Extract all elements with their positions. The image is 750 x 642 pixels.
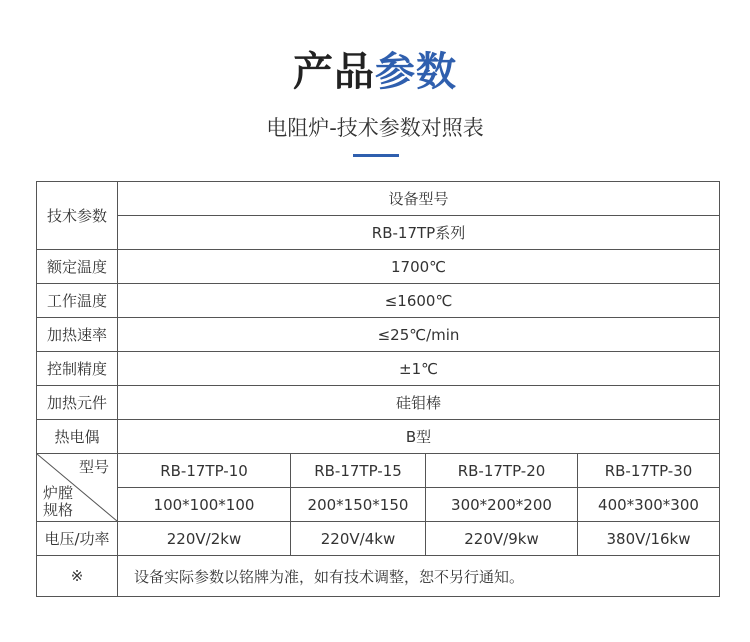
table-row — [37, 386, 720, 420]
model-cell: RB-17TP-10 — [118, 454, 291, 488]
table-row — [37, 454, 720, 488]
chamber-size-cell: 100*100*100 — [118, 488, 291, 522]
note-symbol: ※ — [37, 556, 118, 597]
diag-chamber-label: 炉膛规格 — [43, 484, 74, 519]
power-cell: 380V/16kw — [578, 522, 720, 556]
chamber-size-cell: 200*150*150 — [291, 488, 426, 522]
row-label: 工作温度 — [37, 284, 118, 318]
page-subtitle: 电阻炉-技术参数对照表 — [266, 116, 484, 140]
title-part-2: 参数 — [375, 49, 457, 95]
title-part-1: 产品 — [293, 49, 375, 95]
row-label: 加热速率 — [37, 318, 118, 352]
table-row — [37, 420, 720, 454]
row-value: ≤25℃/min — [118, 318, 720, 352]
table-row — [37, 216, 720, 250]
row-value: 1700℃ — [118, 250, 720, 284]
device-model-label: 设备型号 — [118, 182, 720, 216]
table-row — [37, 522, 720, 556]
row-label: 加热元件 — [37, 386, 118, 420]
row-value: 硅钼棒 — [118, 386, 720, 420]
table-row — [37, 488, 720, 522]
table-row — [37, 556, 720, 597]
title-accent-bar — [353, 154, 399, 157]
table-row — [37, 250, 720, 284]
power-cell: 220V/2kw — [118, 522, 291, 556]
row-label: 额定温度 — [37, 250, 118, 284]
row-value: ≤1600℃ — [118, 284, 720, 318]
chamber-size-cell: 400*300*300 — [578, 488, 720, 522]
tech-param-label: 技术参数 — [37, 182, 118, 250]
model-cell: RB-17TP-15 — [291, 454, 426, 488]
series-value: RB-17TP系列 — [118, 216, 720, 250]
diag-model-label: 型号 — [78, 458, 109, 476]
row-value: B型 — [118, 420, 720, 454]
table-row — [37, 352, 720, 386]
page-title — [0, 44, 750, 100]
power-label: 电压/功率 — [37, 522, 118, 556]
chamber-size-cell: 300*200*200 — [426, 488, 578, 522]
table-row — [37, 284, 720, 318]
row-label: 控制精度 — [37, 352, 118, 386]
spec-table — [36, 181, 720, 597]
model-cell: RB-17TP-20 — [426, 454, 578, 488]
table-row — [37, 182, 720, 216]
table-row — [37, 318, 720, 352]
power-cell: 220V/4kw — [291, 522, 426, 556]
note-text: 设备实际参数以铭牌为准，如有技术调整，恕不另行通知。 — [118, 556, 720, 597]
power-cell: 220V/9kw — [426, 522, 578, 556]
model-cell: RB-17TP-30 — [578, 454, 720, 488]
row-value: ±1℃ — [118, 352, 720, 386]
row-label: 热电偶 — [37, 420, 118, 454]
diagonal-header-cell — [37, 454, 118, 522]
